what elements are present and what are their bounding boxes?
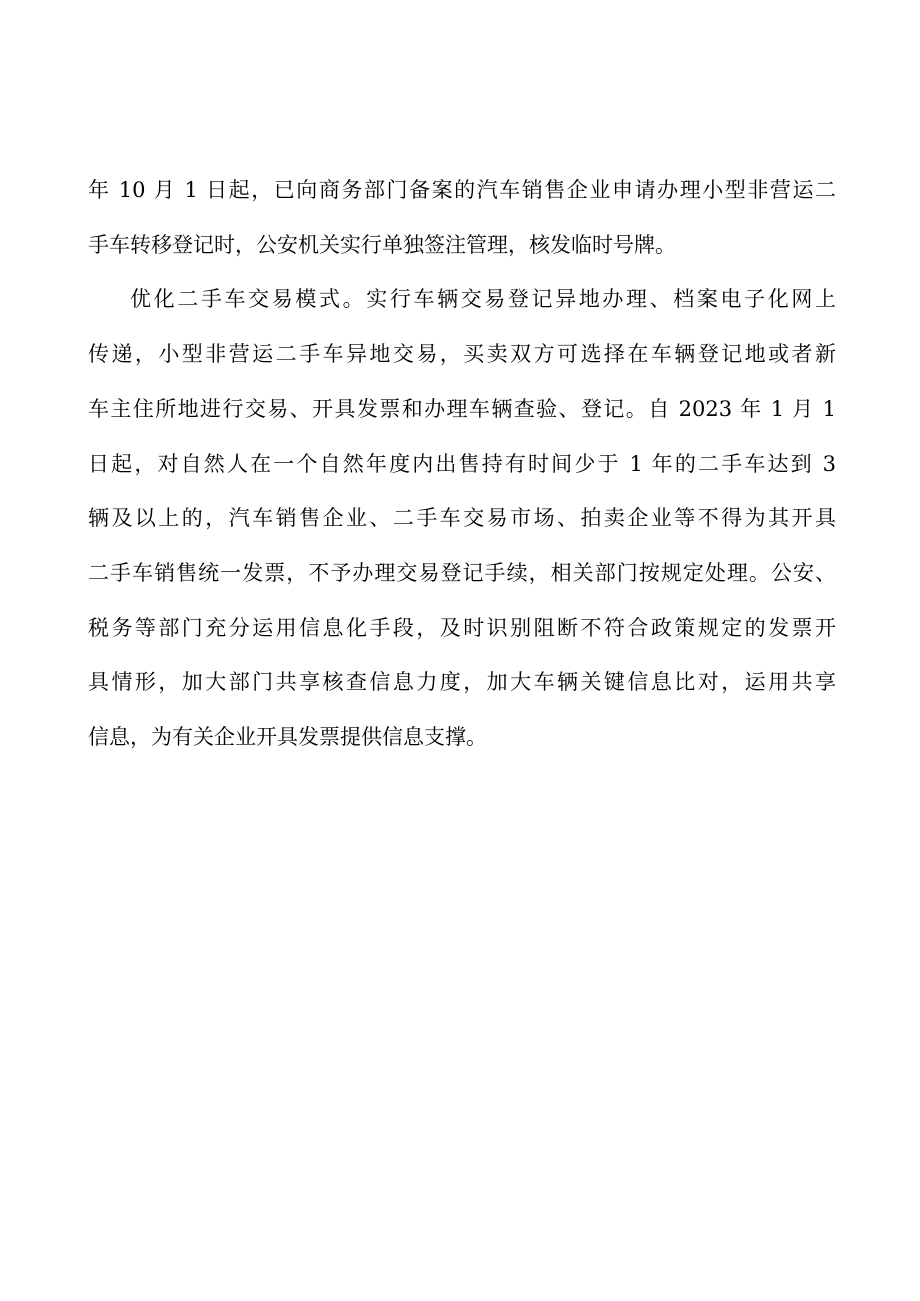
paragraph-line: 传递，小型非营运二手车异地交易，买卖双方可选择在车辆登记地或者新: [88, 342, 836, 367]
paragraph-line: 二手车销售统一发票，不予办理交易登记手续，相关部门按规定处理。公安、: [88, 560, 836, 585]
paragraph-line: 车主住所地进行交易、开具发票和办理车辆查验、登记。自 2023 年 1 月 1: [88, 396, 836, 421]
paragraph-line: 日起，对自然人在一个自然年度内出售持有时间少于 1 年的二手车达到 3: [88, 451, 836, 476]
paragraph-line: 信息，为有关企业开具发票提供信息支撑。: [88, 725, 487, 750]
paragraph-line: 具情形，加大部门共享核查信息力度，加大车辆关键信息比对，运用共享: [88, 670, 836, 695]
paragraph-line: 辆及以上的，汽车销售企业、二手车交易市场、拍卖企业等不得为其开具: [88, 506, 836, 531]
document-body: [88, 163, 836, 765]
paragraph-line: 优化二手车交易模式。实行车辆交易登记异地办理、档案电子化网上: [130, 287, 836, 312]
paragraph-1: [88, 163, 836, 272]
paragraph-2: [88, 272, 836, 764]
paragraph-line: 手车转移登记时，公安机关实行单独签注管理，核发临时号牌。: [88, 232, 676, 257]
paragraph-line: 年 10 月 1 日起，已向商务部门备案的汽车销售企业申请办理小型非营运二: [88, 178, 836, 202]
paragraph-line: 税务等部门充分运用信息化手段，及时识别阻断不符合政策规定的发票开: [88, 615, 836, 640]
